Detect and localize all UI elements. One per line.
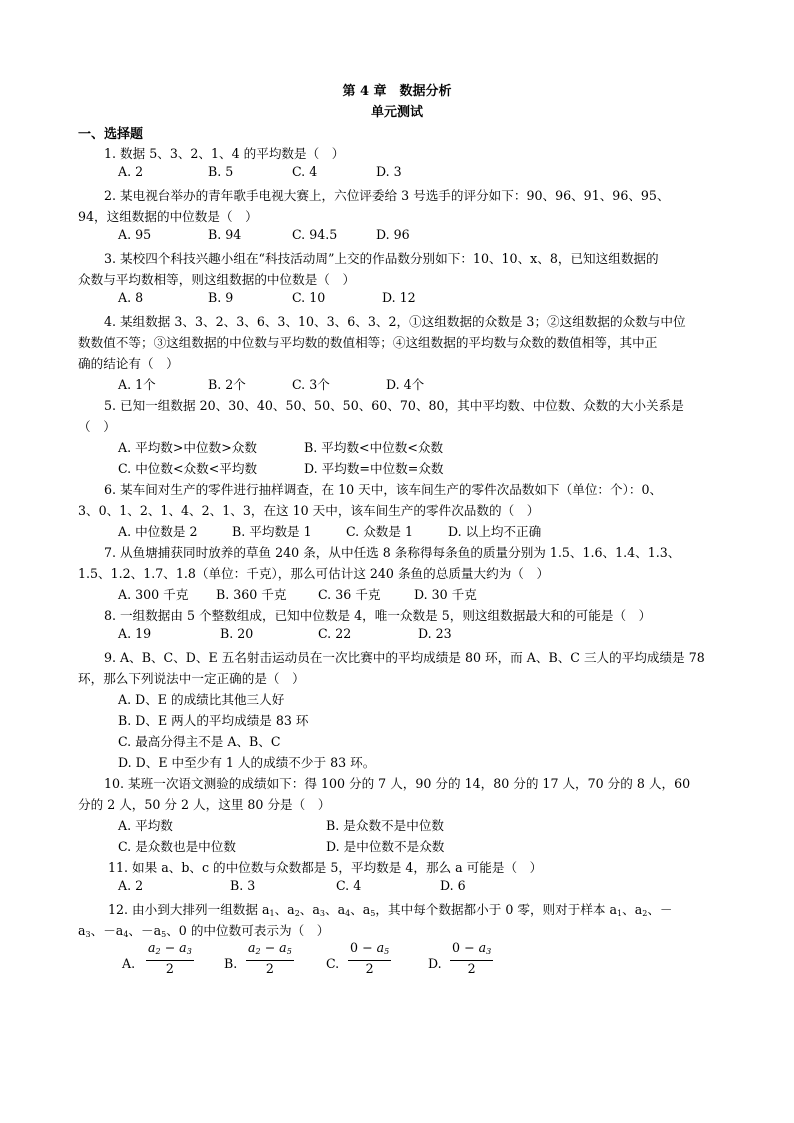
question-3-text-line-1: 3. 某校四个科技兴趣小组在“科技活动周”上交的作品数分别如下：10、10、x、8，已知这组数据的 bbox=[104, 251, 659, 266]
question-5-text-line-1: 5. 已知一组数据 20、30、40、50、50、50、60、70、80，其中平均数、中位数、众数的大小关系是 bbox=[104, 398, 684, 413]
question-7-text-line-2: 1.5、1.2、1.7、1.8（单位：千克），那么可估计这 240 条鱼的总质量大约为（ ） bbox=[78, 566, 550, 581]
question-5-option-d: D. 平均数=中位数=众数 bbox=[304, 461, 444, 476]
question-3-text-line-2: 众数与平均数相等，则这组数据的中位数是（ ） bbox=[78, 272, 356, 287]
question-12-option-a-label: A. bbox=[122, 956, 136, 971]
question-3-option-c: C. 10 bbox=[292, 290, 326, 305]
question-9-option-b: B. D、E 两人的平均成绩是 83 环 bbox=[118, 713, 309, 728]
question-7-option-b: B. 360 千克 bbox=[216, 587, 287, 602]
question-8-text: 8. 一组数据由 5 个整数组成，已知中位数是 4，唯一众数是 5，则这组数据最大和的可能是（ ） bbox=[104, 608, 652, 623]
question-12-option-a-fraction: $\frac{a2 - a3}{2}$ bbox=[148, 940, 192, 976]
question-4-option-d: D. 4个 bbox=[386, 377, 425, 392]
question-11-option-b: B. 3 bbox=[230, 878, 256, 893]
question-9-option-d: D. D、E 中至少有 1 人的成绩不少于 83 环。 bbox=[118, 755, 376, 770]
question-12-option-d-label: D. bbox=[428, 956, 442, 971]
question-9-option-a: A. D、E 的成绩比其他三人好 bbox=[118, 692, 285, 707]
question-7-text-line-1: 7. 从鱼塘捕获同时放养的草鱼 240 条，从中任选 8 条称得每条鱼的质量分别为 1.5、1.6、1.4、1.3、 bbox=[104, 545, 681, 560]
question-10-option-c: C. 是众数也是中位数 bbox=[118, 839, 236, 854]
question-6-option-c: C. 众数是 1 bbox=[346, 524, 413, 539]
question-11-text: 11. 如果 a、b、c 的中位数与众数都是 5，平均数是 4，那么 a 可能是（ ） bbox=[108, 860, 543, 875]
question-2-option-b: B. 94 bbox=[208, 227, 242, 242]
question-12-text-line-2: $a_3$、$-a_4$、$-a_5$、0 的中位数可表示为（ ） bbox=[78, 923, 330, 939]
question-7-option-a: A. 300 千克 bbox=[118, 587, 189, 602]
chapter-title: 第 4 章 数据分析 bbox=[342, 84, 452, 99]
question-3-option-b: B. 9 bbox=[208, 290, 234, 305]
question-1-text: 1. 数据 5、3、2、1、4 的平均数是（ ） bbox=[104, 146, 345, 161]
question-12-option-c-label: C. bbox=[326, 956, 340, 971]
question-4-text-line-1: 4. 某组数据 3、3、2、3、6、3、10、3、6、3、2，①这组数据的众数是 3；②这组数据的众数与中位 bbox=[104, 314, 686, 329]
question-2-option-a: A. 95 bbox=[118, 227, 152, 242]
question-8-option-b: B. 20 bbox=[220, 626, 254, 641]
question-10-text-line-1: 10. 某班一次语文测验的成绩如下：得 100 分的 7 人，90 分的 14，80 分的 17 人，70 分的 8 人，60 bbox=[104, 776, 691, 791]
question-8-option-a: A. 19 bbox=[118, 626, 152, 641]
question-12-text-line-1: 12. 由小到大排列一组数据 $a_1$、$a_2$、$a_3$、$a_4$、$a_5$，其中每个数据都小于 0 零，则对于样本 $a_1$、$a_2$、－ bbox=[108, 902, 673, 918]
question-1-option-c: C. 4 bbox=[292, 164, 318, 179]
question-6-option-a: A. 中位数是 2 bbox=[118, 524, 198, 539]
question-2-option-c: C. 94.5 bbox=[292, 227, 338, 242]
question-11-option-c: C. 4 bbox=[336, 878, 362, 893]
question-6-text-line-1: 6. 某车间对生产的零件进行抽样调查，在 10 天中，该车间生产的零件次品数如下（单位：个）：0、 bbox=[104, 482, 663, 497]
question-1-option-d: D. 3 bbox=[376, 164, 402, 179]
question-11-option-d: D. 6 bbox=[440, 878, 466, 893]
question-5-option-c: C. 中位数<众数<平均数 bbox=[118, 461, 258, 476]
question-10-text-line-2: 分的 2 人，50 分 2 人，这里 80 分是（ ） bbox=[78, 797, 331, 812]
unit-test-title: 单元测试 bbox=[370, 105, 423, 120]
question-3-option-d: D. 12 bbox=[382, 290, 416, 305]
question-6-option-b: B. 平均数是 1 bbox=[232, 524, 312, 539]
question-4-text-line-2: 数数值不等；③这组数据的中位数与平均数的数值相等；④这组数据的平均数与众数的数值相等，其中正 bbox=[78, 335, 658, 350]
question-4-option-c: C. 3个 bbox=[292, 377, 330, 392]
question-2-option-d: D. 96 bbox=[376, 227, 410, 242]
question-2-text-line-2: 94，这组数据的中位数是（ ） bbox=[78, 209, 258, 224]
question-4-text-line-3: 确的结论有（ ） bbox=[78, 356, 179, 371]
question-5-text-line-2: （ ） bbox=[78, 419, 116, 434]
question-2-text-line-1: 2. 某电视台举办的青年歌手电视大赛上，六位评委给 3 号选手的评分如下：90、96、91、96、95、 bbox=[104, 188, 670, 203]
question-7-option-d: D. 30 千克 bbox=[414, 587, 477, 602]
question-1-option-a: A. 2 bbox=[118, 164, 144, 179]
question-4-option-b: B. 2个 bbox=[208, 377, 246, 392]
question-6-option-d: D. 以上均不正确 bbox=[448, 524, 542, 539]
question-9-text-line-2: 环，那么下列说法中一定正确的是（ ） bbox=[78, 671, 305, 686]
question-11-option-a: A. 2 bbox=[118, 878, 144, 893]
question-10-option-b: B. 是众数不是中位数 bbox=[326, 818, 445, 833]
section-heading-multiple-choice: 一、选择题 bbox=[78, 127, 144, 142]
question-12-option-b-label: B. bbox=[224, 956, 238, 971]
question-5-option-b: B. 平均数<中位数<众数 bbox=[304, 440, 444, 455]
question-8-option-d: D. 23 bbox=[418, 626, 452, 641]
question-12-option-b-fraction: $\frac{a2 - a5}{2}$ bbox=[248, 940, 292, 976]
question-4-option-a: A. 1个 bbox=[118, 377, 156, 392]
question-1-option-b: B. 5 bbox=[208, 164, 234, 179]
question-5-option-a: A. 平均数>中位数>众数 bbox=[118, 440, 257, 455]
question-9-text-line-1: 9. A、B、C、D、E 五名射击运动员在一次比赛中的平均成绩是 80 环，而 A、B、C 三人的平均成绩是 78 bbox=[104, 650, 705, 665]
question-10-option-d: D. 是中位数不是众数 bbox=[326, 839, 445, 854]
question-7-option-c: C. 36 千克 bbox=[318, 587, 381, 602]
question-12-option-d-fraction: $\frac{0 - a3}{2}$ bbox=[452, 940, 492, 976]
question-6-text-line-2: 3、0、1、2、1、4、2、1、3，在这 10 天中，该车间生产的零件次品数的（ ） bbox=[78, 503, 540, 518]
question-12-option-c-fraction: $\frac{0 - a5}{2}$ bbox=[350, 940, 390, 976]
question-10-option-a: A. 平均数 bbox=[118, 818, 173, 833]
question-8-option-c: C. 22 bbox=[318, 626, 352, 641]
question-9-option-c: C. 最高分得主不是 A、B、C bbox=[118, 734, 281, 749]
question-3-option-a: A. 8 bbox=[118, 290, 144, 305]
